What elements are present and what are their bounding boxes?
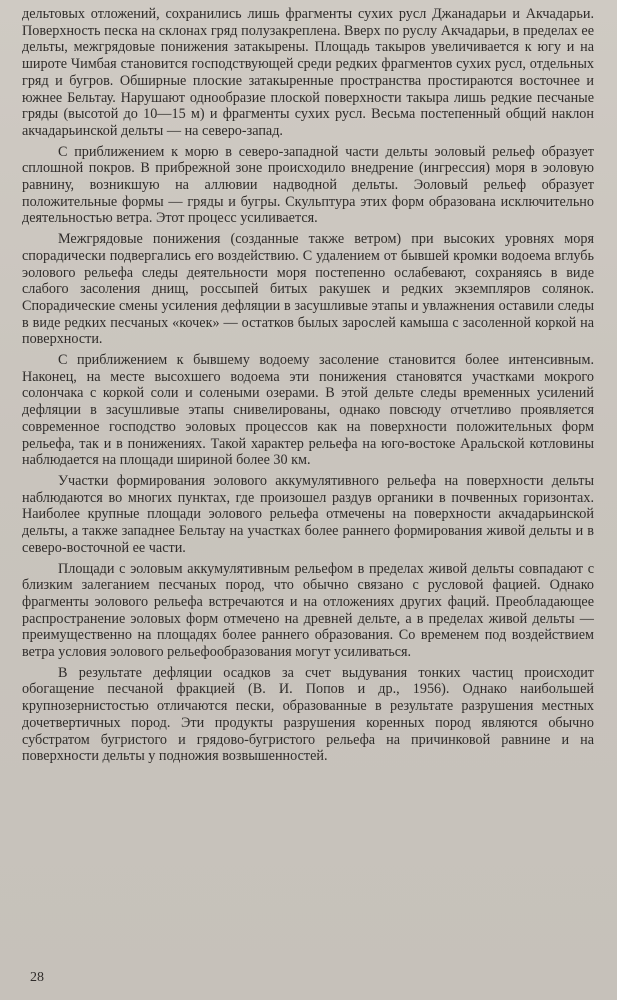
paragraph-1: дельтовых отложений, сохранились лишь фрагменты сухих русл Джанадарьи и Акчадарьи. Поверхность песка на склонах гряд полузакреплена. Вверх по руслу Акчадарьи, в пределах ее дельты, межгрядовые понижения затакырены. Площадь такыров увеличивается к югу и на широте Чимбая становится господствующей среди редких фрагментов сухих русл, отдельных гряд и бугров. Обширные плоские затакыренные пространства простираются восточнее и южнее Бельтау. Нарушают однообразие плоской поверхности такыра лишь редкие песчаные гряды (высотой до 10—15 м) и фрагменты сухих русл. Весьма постепенный общий наклон акчадарьинской дельты — на северо-запад. [22,6,594,139]
paragraph-5: Участки формирования эолового аккумулятивного рельефа на поверхности дельты наблюдаются во многих пунктах, где произошел раздув органики в почвенных горизонтах. Наиболее крупные площади эолового рельефа отмечены на поверхности акчадарьинской дельты, а также западнее Бельтау на участках более раннего формирования живой дельты и в северо-восточной ее части. [22,472,594,556]
page-number: 28 [30,970,44,985]
paragraph-7: В результате дефляции осадков за счет выдувания тонких частиц происходит обогащение песчаной фракцией (В. И. Попов и др., 1956). Однако наибольшей крупнозернистостью отличаются пески, образованные в результате разрушения местных дочетвертичных пород. Эти продукты разрушения коренных пород являются обычно субстратом бугристого и грядово-бугристого рельефа на причинковой равнине и на поверхности дельты у подножия возвышенностей. [22,664,594,765]
paragraph-3: Межгрядовые понижения (созданные также ветром) при высоких уровнях моря спорадически подвергались его воздействию. С удалением от бывшей кромки водоема вглубь эолового рельефа следы деятельности моря постепенно ослабевают, сохраняясь в виде слабого засоления днищ, россыпей битых ракушек и редких экземпляров солянок. Спорадические смены усиления дефляции в засушливые этапы и увлажнения оставили следы в виде редких песчаных «кочек» — остатков былых зарослей камыша с засоленной коркой на поверхности. [22,231,594,348]
body-text [22,6,594,769]
paragraph-2: С приближением к морю в северо-западной части дельты эоловый рельеф образует сплошной покров. В прибрежной зоне происходило внедрение (ингрессия) моря в эоловую равнину, возникшую на аллювии надводной дельты. Эоловый рельеф образует положительные формы — гряды и бугры. Скульптура этих форм образована исключительно деятельностью ветра. Этот процесс усиливается. [22,143,594,227]
paragraph-6: Площади с эоловым аккумулятивным рельефом в пределах живой дельты совпадают с близким залеганием песчаных пород, что обычно связано с русловой фацией. Однако фрагменты эолового рельефа встречаются и на отложениях других фаций. Преобладающее распространение эоловых форм отмечено на древней дельте, а в пределах живой дельты — преимущественно на площадях более раннего образования. Со временем под воздействием ветра условия эолового рельефообразования могут усиливаться. [22,560,594,661]
paragraph-4: С приближением к бывшему водоему засоление становится более интенсивным. Наконец, на месте высохшего водоема эти понижения становятся участками мокрого солончака с коркой соли и солеными озерами. В этой дельте следы временных усилений дефляции в засушливые этапы снивелированы, однако повсюду отчетливо проявляется современное господство эоловых процессов как на поверхности положительных форм рельефа, так и в понижениях. Такой характер рельефа на юго-востоке Аральской котловины наблюдается на площади шириной более 30 км. [22,352,594,469]
